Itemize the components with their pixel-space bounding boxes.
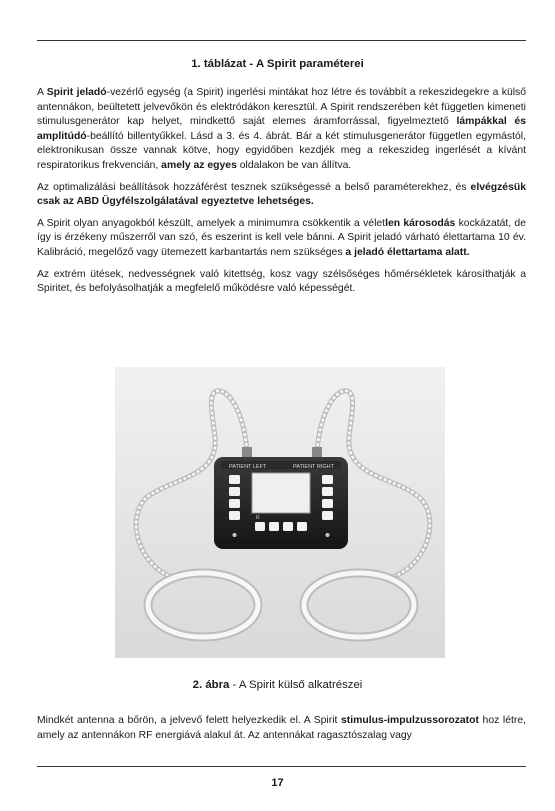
figure-number: 2. ábra <box>192 679 230 691</box>
paragraph-2: Az optimalizálási beállítások hozzáférést tesznek szükségessé a belső paraméterekhez, és elvégzésük csak az ABD Ügyfélszolgálatával egyeztetve lehetséges. <box>37 181 526 208</box>
patient-left-label: PATIENT LEFT <box>229 464 267 470</box>
paragraph-3: A Spirit olyan anyagokból készült, amelyek a minimumra csökkentik a véletlen károsodás kockázatát, de így is érzékeny műszerről van szó, és eszerint is kell vele bánni. A Spirit jeladó várható élettartama 10 év. Kalibráció, megelőző vagy ütemezett karbantartás nem szükséges a jeladó élettartama alatt. <box>37 217 526 258</box>
paragraph-4: Az extrém ütések, nedvességnek való kitettség, kosz vagy szélsőséges hőmérsékletek károsíthatják a Spiritet, és befolyásolhatják a megfelelő működésre való képességét. <box>37 268 526 295</box>
paragraph-5: Mindkét antenna a bőrön, a jelvevő felett helyezkedik el. A Spirit stimulus-impulzussorozatot hoz létre, amely az antennákon RF energiává alakul át. Az antennákat ragasztószalag vagy <box>37 715 526 741</box>
device-photo <box>115 367 445 658</box>
header-rule <box>37 40 526 41</box>
page-number: 17 <box>271 777 284 789</box>
figure-caption-text: - A Spirit külső alkatrészei <box>229 679 363 691</box>
body-text-lower <box>37 714 526 750</box>
patient-right-label: PATIENT RIGHT <box>293 464 334 470</box>
footer-rule <box>37 766 526 767</box>
figure-caption <box>0 679 555 691</box>
table-caption: 1. táblázat - A Spirit paraméterei <box>191 58 364 70</box>
body-text-upper <box>37 86 526 304</box>
screen-text: R <box>256 515 260 521</box>
paragraph-1: A Spirit jeladó-vezérlő egység (a Spirit) ingerlési mintákat hoz létre és továbbít a rekeszidegekre a külső antennákon, beültetett jelvevőkön és elektródákon keresztül. A Spirit rendszerében két független kimeneti stimulusgenerátor kap helyet, mindkettő saját elemes áramforrással, figyelmeztető lámpákkal és amplitúdó-beállító billentyűkkel. Lásd a 3. és 4. ábrát. Bár a két stimulusgenerátor független egymástól, elektronikusan össze vannak kötve, hogy egyidőben kezdjék meg a rekeszideg ingerlését a kívánt respiratorikus frekvencián, amely az egyes oldalakon be van állítva. <box>37 87 527 171</box>
